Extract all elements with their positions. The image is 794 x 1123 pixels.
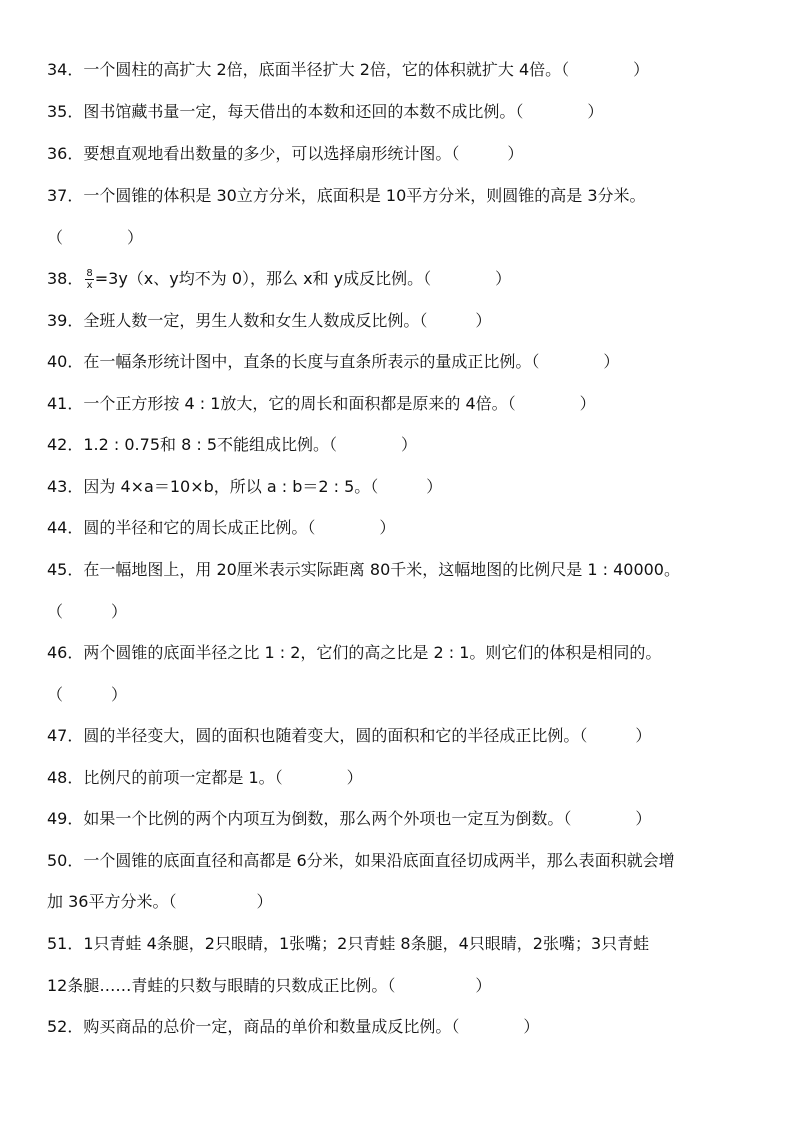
- question-43: [47, 476, 754, 498]
- question-text: ．两个圆锥的底面半径之比 1 : 2，它们的高之比是 2 : 1。则它们的体积是相同的。: [67, 643, 662, 662]
- question-45-continuation: [47, 601, 754, 623]
- question-40: [47, 351, 754, 373]
- question-34: [47, 59, 754, 81]
- question-number: 42: [47, 435, 68, 454]
- question-number: 40: [47, 352, 68, 371]
- question-50-continuation: [47, 891, 754, 913]
- question-38: [47, 268, 754, 291]
- question-36: [47, 143, 754, 165]
- fraction: [85, 268, 93, 291]
- question-text: ．如果一个比例的两个内项互为倒数，那么两个外项也一定互为倒数。（ ）: [67, 809, 652, 828]
- question-39: [47, 310, 754, 332]
- question-text: ．圆的半径变大，圆的面积也随着变大，圆的面积和它的半径成正比例。（ ）: [67, 726, 652, 745]
- question-text: ．1.2 : 0.75和 8 : 5不能组成比例。（ ）: [67, 435, 418, 454]
- question-text: ．在一幅条形统计图中，直条的长度与直条所表示的量成正比例。（ ）: [67, 352, 620, 371]
- question-text-continuation: 12条腿……青蛙的只数与眼睛的只数成正比例。（ ）: [47, 976, 492, 995]
- question-text: ．一个正方形按 4 : 1放大，它的周长和面积都是原来的 4倍。（ ）: [67, 394, 596, 413]
- question-text: ．一个圆柱的高扩大 2倍，底面半径扩大 2倍，它的体积就扩大 4倍。（ ）: [67, 60, 650, 79]
- question-49: [47, 808, 754, 830]
- question-text: ．图书馆藏书量一定，每天借出的本数和还回的本数不成比例。（ ）: [67, 102, 604, 121]
- question-number: 34: [47, 60, 68, 79]
- answer-blank: （ ）: [47, 228, 144, 247]
- question-number: 41: [47, 394, 68, 413]
- question-number: 35: [47, 102, 68, 121]
- question-47: [47, 725, 754, 747]
- question-number: 36: [47, 144, 68, 163]
- question-35: [47, 101, 754, 123]
- question-45: [47, 559, 754, 581]
- question-number: 46: [47, 643, 68, 662]
- question-50: [47, 850, 754, 872]
- question-number: 44: [47, 518, 68, 537]
- question-text: =3y（x、y均不为 0），那么 x和 y成反比例。（ ）: [94, 269, 512, 288]
- question-37-continuation: [47, 227, 754, 249]
- question-51-continuation: [47, 975, 754, 997]
- question-46-continuation: [47, 684, 754, 706]
- fraction-denominator: x: [86, 280, 93, 291]
- answer-blank: （ ）: [47, 602, 128, 621]
- question-number: 45: [47, 560, 68, 579]
- question-48: [47, 767, 754, 789]
- question-text: ．购买商品的总价一定，商品的单价和数量成反比例。（ ）: [67, 1017, 540, 1036]
- question-number: 51: [47, 934, 68, 953]
- question-text: ．圆的半径和它的周长成正比例。（ ）: [67, 518, 396, 537]
- question-52: [47, 1016, 754, 1038]
- question-text: ．一个圆锥的体积是 30立方分米，底面积是 10平方分米，则圆锥的高是 3分米。: [67, 186, 646, 205]
- question-period: ．: [67, 269, 84, 288]
- question-51: [47, 933, 754, 955]
- question-37: [47, 185, 754, 207]
- question-41: [47, 393, 754, 415]
- question-number: 37: [47, 186, 68, 205]
- question-number: 52: [47, 1017, 68, 1036]
- question-number: 50: [47, 851, 68, 870]
- question-text: ．因为 4×a＝10×b，所以 a : b＝2 : 5。（ ）: [67, 477, 443, 496]
- answer-blank: （ ）: [47, 685, 128, 704]
- question-number: 38: [47, 269, 68, 288]
- question-text-continuation: 加 36平方分米。（ ）: [47, 892, 273, 911]
- question-text: ．在一幅地图上，用 20厘米表示实际距离 80千米，这幅地图的比例尺是 1 : 40000。: [67, 560, 680, 579]
- question-46: [47, 642, 754, 664]
- question-text: ．要想直观地看出数量的多少，可以选择扇形统计图。（ ）: [67, 144, 524, 163]
- question-44: [47, 517, 754, 539]
- question-text: ．全班人数一定，男生人数和女生人数成反比例。（ ）: [67, 311, 492, 330]
- question-number: 39: [47, 311, 68, 330]
- question-text: ．比例尺的前项一定都是 1。（ ）: [67, 768, 363, 787]
- question-number: 48: [47, 768, 68, 787]
- question-text: ．1只青蛙 4条腿，2只眼睛，1张嘴；2只青蛙 8条腿，4只眼睛，2张嘴；3只青蛙: [67, 934, 650, 953]
- question-number: 47: [47, 726, 68, 745]
- question-number: 43: [47, 477, 68, 496]
- question-42: [47, 434, 754, 456]
- question-text: ．一个圆锥的底面直径和高都是 6分米，如果沿底面直径切成两半，那么表面积就会增: [67, 851, 675, 870]
- question-number: 49: [47, 809, 68, 828]
- fraction-numerator: 8: [86, 268, 93, 279]
